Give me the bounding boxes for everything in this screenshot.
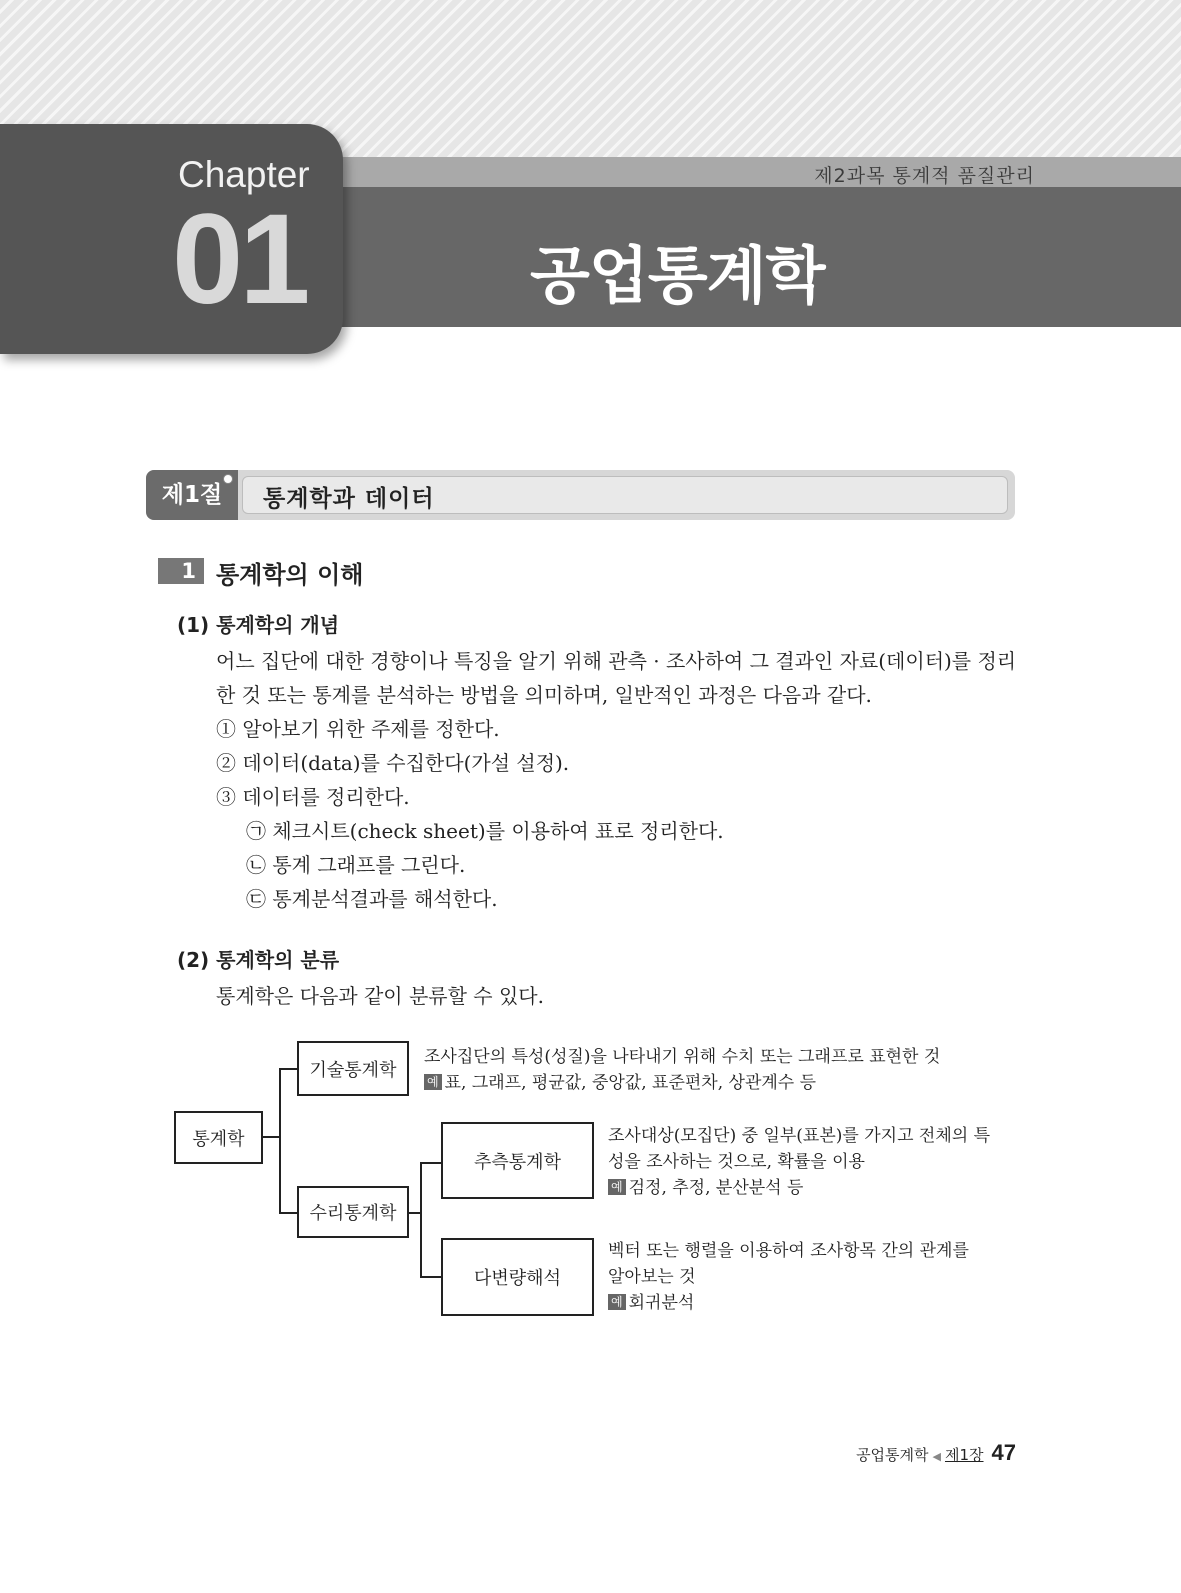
tree-connector: [279, 1068, 297, 1070]
subject-band: [330, 157, 1181, 187]
tree-connector: [420, 1162, 422, 1278]
multivariate-desc-line-2: 알아보는 것: [608, 1267, 696, 1287]
section-title: 통계학과 데이터: [263, 486, 435, 512]
multivariate-description: [608, 1238, 1028, 1316]
classification-heading: (2) 통계학의 분류: [177, 948, 340, 972]
classification-intro: 통계학은 다음과 같이 분류할 수 있다.: [216, 984, 544, 1008]
tree-node-statistics: [174, 1111, 263, 1164]
tree-node-mathematical: [297, 1186, 409, 1238]
chapter-title: 공업통계학: [530, 239, 825, 312]
tree-connector: [420, 1276, 441, 1278]
tree-node-descriptive-label: 기술통계학: [309, 1059, 397, 1081]
example-badge: 예: [608, 1179, 626, 1195]
example-badge: 예: [424, 1074, 442, 1090]
section-title-box: [242, 476, 1008, 514]
footer-chapter: 제1장: [944, 1446, 984, 1464]
descriptive-desc-text: 조사집단의 특성(성질)을 나타내기 위해 수치 또는 그래프로 표현한 것: [424, 1047, 941, 1067]
chapter-label: Chapter: [178, 154, 310, 195]
tree-connector: [279, 1068, 281, 1214]
substep-2: ㉡ 통계 그래프를 그린다.: [246, 853, 466, 877]
tree-connector: [420, 1162, 441, 1164]
multivariate-example: [608, 1290, 1028, 1316]
tree-node-inferential: [441, 1122, 594, 1199]
step-3: ③ 데이터를 정리한다.: [216, 785, 410, 809]
chapter-number: 01: [172, 188, 307, 331]
tree-node-statistics-label: 통계학: [192, 1128, 245, 1150]
descriptive-description: [424, 1044, 1024, 1096]
tree-node-multivariate-label: 다변량해석: [474, 1268, 561, 1289]
tree-node-mathematical-label: 수리통계학: [309, 1203, 397, 1224]
heading-title: 통계학의 이해: [216, 561, 364, 589]
inferential-desc-line-2: 성을 조사하는 것으로, 확률을 이용: [608, 1152, 865, 1172]
step-1: ① 알아보기 위한 주제를 정한다.: [216, 717, 500, 741]
section-bar: [146, 470, 1015, 520]
tree-connector: [279, 1212, 297, 1214]
multivariate-desc-line-1: 벡터 또는 행렬을 이용하여 조사항목 간의 관계를: [608, 1241, 969, 1261]
example-badge: 예: [608, 1294, 626, 1310]
descriptive-example-text: 표, 그래프, 평균값, 중앙값, 표준편차, 상관계수 등: [444, 1073, 817, 1093]
inferential-description: [608, 1123, 1028, 1201]
section-dot-icon: [223, 474, 233, 484]
tree-node-inferential-label: 추측통계학: [474, 1151, 561, 1173]
footer-book-title: 공업통계학: [856, 1446, 929, 1464]
descriptive-example: [424, 1070, 1024, 1096]
inferential-example: [608, 1175, 1028, 1201]
tree-connector: [263, 1136, 280, 1138]
step-2: ② 데이터(data)를 수집한다(가설 설정).: [216, 751, 570, 775]
chapter-box: [0, 124, 343, 354]
substep-1: ㉠ 체크시트(check sheet)를 이용하여 표로 정리한다.: [246, 819, 724, 843]
section-number: 제1절: [146, 470, 238, 520]
substep-3: ㉢ 통계분석결과를 해석한다.: [246, 887, 498, 911]
page-footer: [856, 1440, 1016, 1466]
concept-heading: (1) 통계학의 개념: [177, 613, 340, 637]
heading-number: 1: [158, 558, 204, 584]
tree-node-multivariate: [441, 1238, 594, 1316]
footer-arrow-icon: ◀: [932, 1450, 941, 1463]
inferential-desc-line-1: 조사대상(모집단) 중 일부(표본)를 가지고 전체의 특: [608, 1126, 990, 1146]
tree-node-descriptive: [297, 1041, 409, 1096]
subject-label: 제2과목 통계적 품질관리: [814, 165, 1035, 187]
multivariate-example-text: 회귀분석: [628, 1293, 695, 1313]
page-number: 47: [991, 1440, 1016, 1465]
concept-paragraph: 어느 집단에 대한 경향이나 특징을 알기 위해 관측 · 조사하여 그 결과인 자료(데이터)를 정리한 것 또는 통계를 분석하는 방법을 의미하며, 일반적인 과정은 다음과 같다.: [216, 649, 1017, 707]
inferential-example-text: 검정, 추정, 분산분석 등: [628, 1178, 804, 1198]
